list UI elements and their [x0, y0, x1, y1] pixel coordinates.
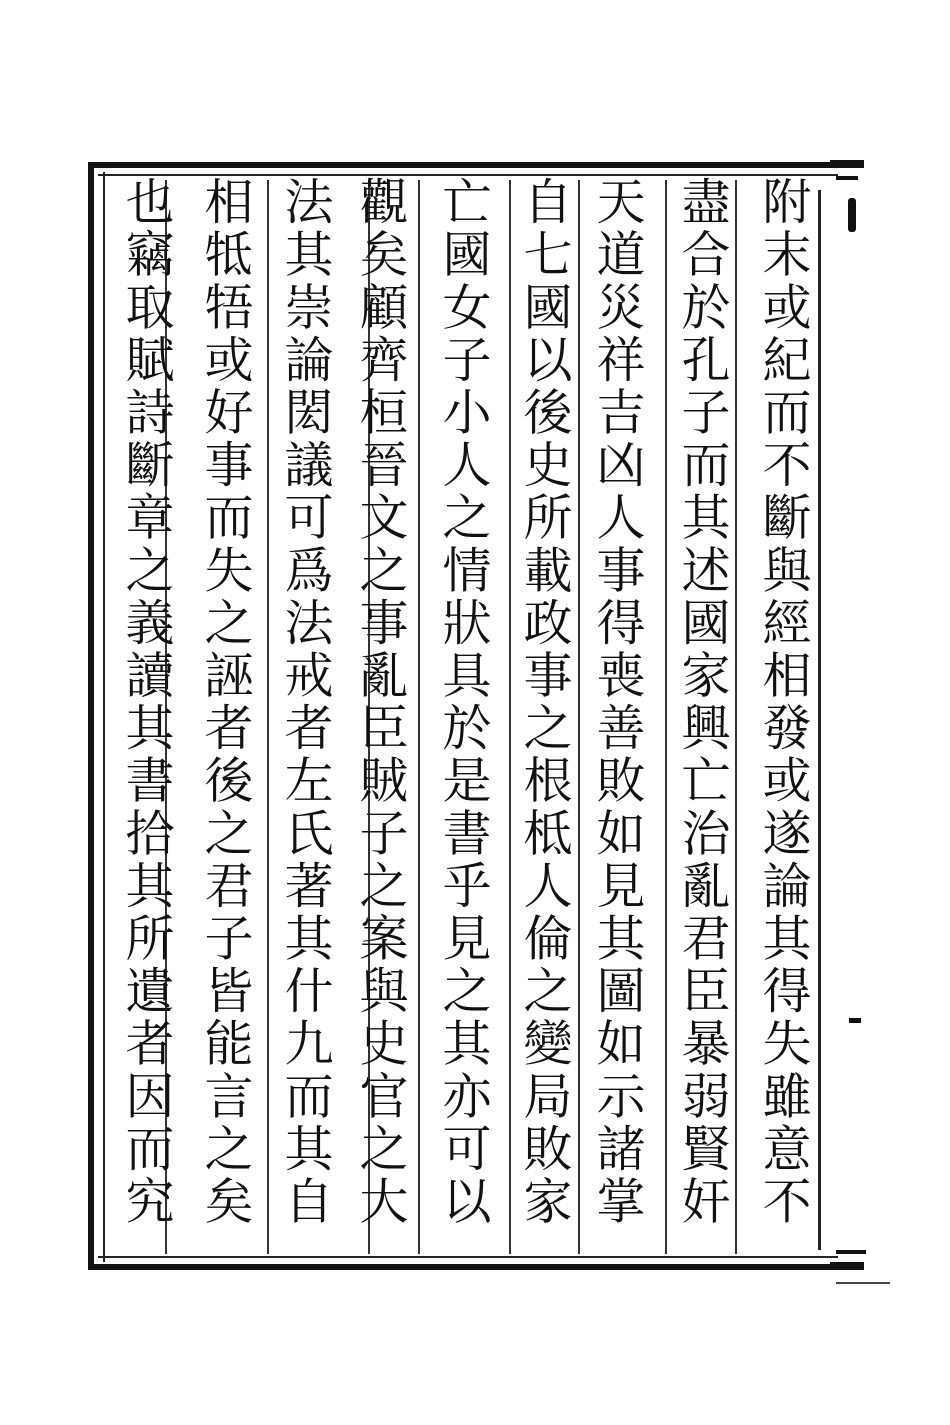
text-column-3: 天道災祥吉凶人事得喪善敗如見其圖如示諸掌 — [589, 176, 646, 1228]
edge-mark-top-inner — [836, 176, 858, 180]
text-column-7: 法其崇論閎議可爲法戒者左氏著其什九而其自 — [277, 176, 334, 1228]
text-column-9: 也竊取賦詩斷章之義讀其書拾其所遺者因而究 — [118, 176, 175, 1228]
text-column-8: 相牴牾或好事而失之誣者後之君子皆能言之矣 — [197, 176, 254, 1228]
center-dash-mark — [849, 1018, 861, 1023]
text-column-2: 盡合於孔子而其述國家興亡治亂君臣暴弱賢奸 — [674, 176, 731, 1228]
text-column-5: 亡國女子小人之情狀具於是書乎見之其亦可以 — [435, 176, 492, 1228]
column-rule — [267, 180, 269, 1254]
column-rule — [509, 180, 511, 1254]
edge-line-bottom — [836, 1282, 890, 1284]
edge-mark-top — [830, 160, 864, 168]
text-column-4: 自七國以後史所載政事之根柢人倫之變局敗家 — [516, 176, 573, 1228]
column-rule — [578, 180, 580, 1254]
column-rule — [418, 180, 420, 1254]
inner-border-left — [103, 172, 105, 1262]
edge-mark-bottom — [830, 1262, 864, 1270]
column-rule — [735, 180, 737, 1254]
text-column-6: 觀矣顧齊桓晉文之事亂臣賊子之案與史官之大 — [352, 176, 409, 1228]
fold-mark — [848, 198, 856, 232]
text-column-1: 附末或紀而不斷與經相發或遂論其得失雖意不 — [755, 176, 812, 1228]
right-border-rule — [818, 190, 821, 1250]
column-rule — [665, 180, 667, 1254]
edge-mark-bottom-inner — [836, 1250, 866, 1254]
